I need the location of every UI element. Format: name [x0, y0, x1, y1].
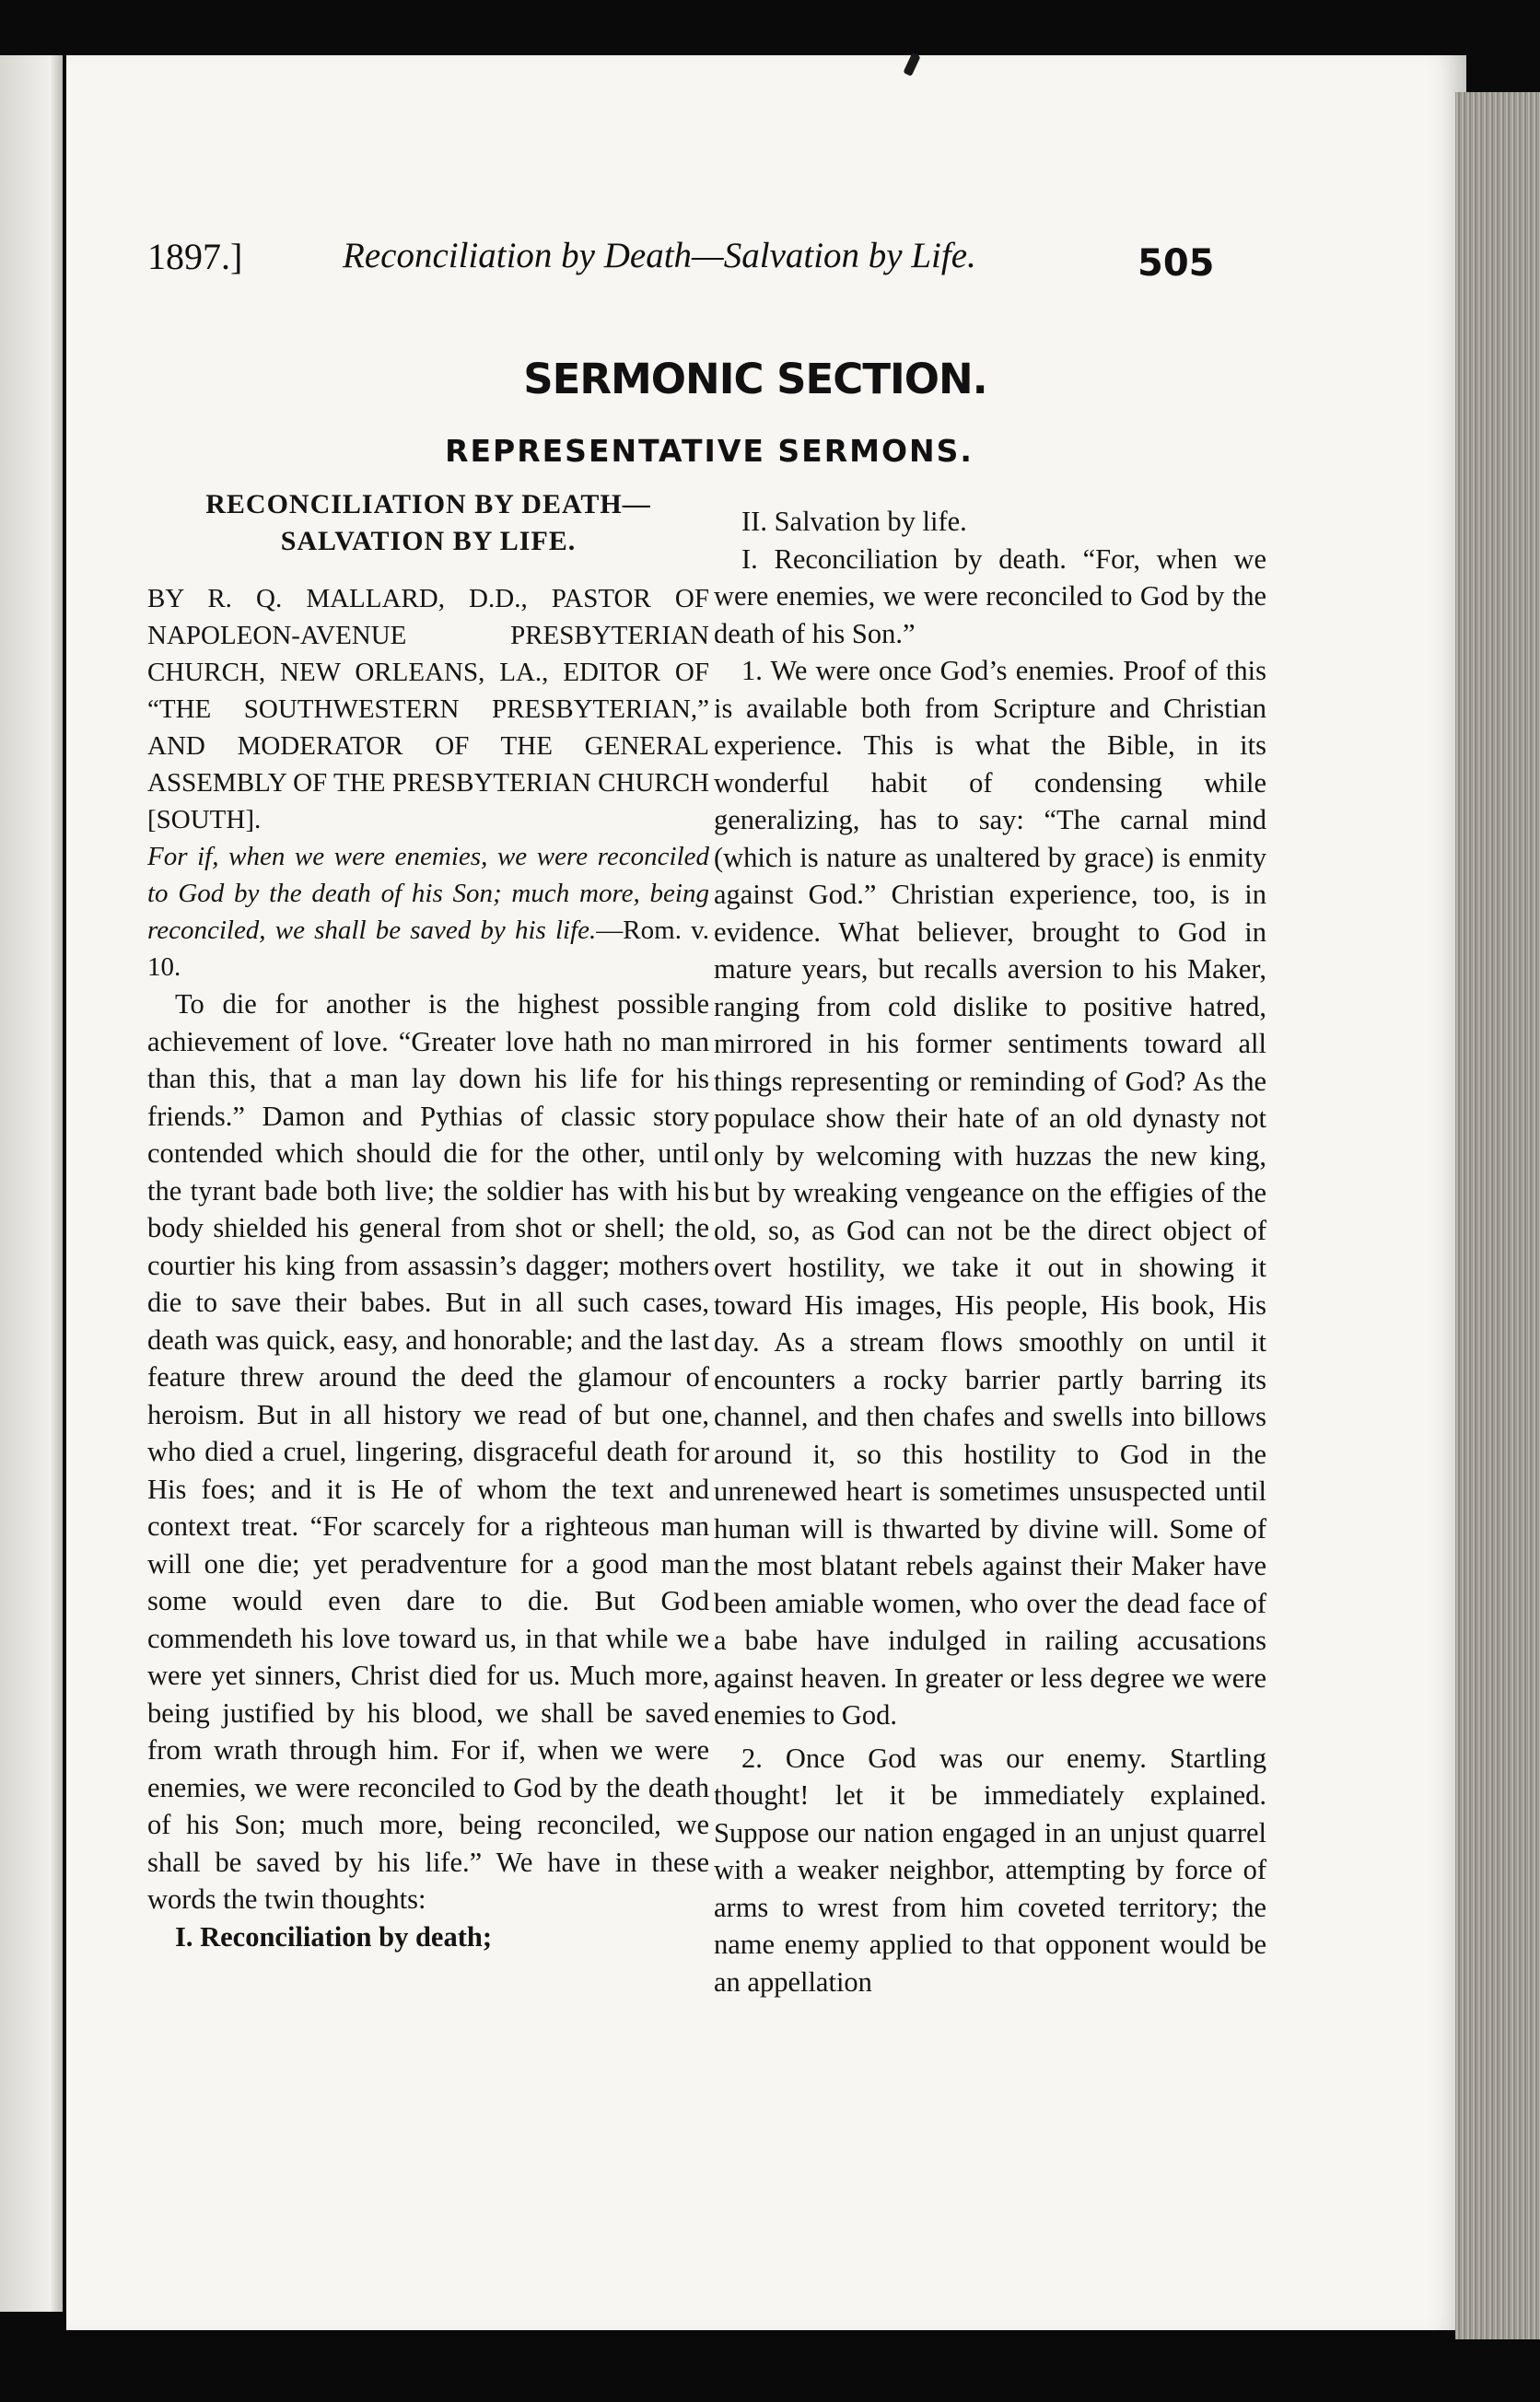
enemies-paragraph: 1. We were once God’s enemies. Proof of this is available both from Scripture and Christian experience. This is what the Bible, in its wonderful habit of condensing while generalizing, has to say: “The carnal mind (which is nature as unaltered by grace) is enmity against God.” Christian experience, too, is in evidence. What believer, brought to God in mature years, but recalls aversion to his Maker, ranging from cold dislike to positive hatred, mirrored in his former sentiments toward all things representing or reminding of God? As the populace show their hate of an old dynasty not only by welcoming with huzzas the new king, but by wreaking vengeance on the effigies of the old, so, as God can not be the direct object of overt hostility, we take it out in showing it toward His images, His people, His book, His day. As a stream flows smoothly on until it encounters a rocky barrier partly barring its channel, and then chafes and swells into billows around it, so this hostility to God in the unrenewed heart is sometimes unsuspected until human will is thwarted by divine will. Some of the most blatant rebels against their Maker have been amiable women, who over the dead face of a babe have indulged in railing accusations against heaven. In greater or less degree we were enemies to God. [714, 655, 1266, 1731]
god-enemy-paragraph: 2. Once God was our enemy. Startling thought! let it be immediately explained. Suppose our nation engaged in an unjust quarrel with a weaker neighbor, attempting by force of arms to wrest from him coveted territory; the name enemy applied to that opponent would be an appellation [714, 1742, 1266, 1998]
right-column [714, 503, 1266, 2000]
page-number: 505 [1138, 242, 1215, 285]
scripture-reference: —Rom. v. 10. [147, 915, 709, 982]
article-title-line1: RECONCILIATION BY DEATH— [205, 489, 651, 519]
header-year: 1897.] [147, 236, 243, 277]
subsection-title: REPRESENTATIVE SERMONS. [445, 433, 974, 469]
facing-page-edge [0, 55, 63, 2312]
intro-paragraph: To die for another is the highest possible achievement of love. “Greater love hath no man than this, that a man lay down his life for his friends.” Damon and Pythias of classic story contended which should die for the other, until the tyrant bade both live; the soldier has with his body shielded his general from shot or shell; the courtier his king from assassin’s dagger; mothers die to save their babes. But in all such cases, death was quick, easy, and honorable; and the last feature threw around the deed the glamour of heroism. But in all history we read of but one, who died a cruel, lingering, disgraceful death for His foes; and it is He of whom the text and context treat. “For scarcely for a righteous man will one die; yet peradventure for a good man some would even dare to die. But God commendeth his love toward us, in that while we were yet sinners, Christ died for us. Much more, being justified by his blood, we shall be saved from wrath through him. For if, when we were enemies, we were reconciled to God by the death of his Son; much more, being reconciled, we shall be saved by his life.” We have in these words the twin thoughts: [147, 988, 709, 1915]
section-title: SERMONIC SECTION. [523, 355, 987, 403]
running-title: Reconciliation by Death—Salvation by Life. [343, 236, 976, 275]
article-title-line2: SALVATION BY LIFE. [280, 526, 577, 556]
point-two-heading: II. Salvation by life. [741, 506, 967, 537]
scripture-text [147, 838, 709, 985]
left-column [147, 486, 709, 1955]
running-header [0, 235, 1540, 299]
point-one-heading: I. Reconciliation by death; [175, 1920, 492, 1953]
scripture-quote: For if, when we were enemies, we were reconciled to God by the death of his Son; much more, being reconciled, we shall be saved by his life. [147, 842, 709, 945]
page-stack-edges [1455, 92, 1540, 2339]
byline: BY R. Q. MALLARD, D.D., PASTOR OF NAPOLEON-AVENUE PRESBYTERIAN CHURCH, NEW ORLEANS, LA., EDITOR OF “THE SOUTHWESTERN PRESBYTERIAN,” AND MODERATOR OF THE GENERAL ASSEMBLY OF THE PRESBYTERIAN CHURCH [SOUTH]. [147, 584, 709, 834]
article-title [147, 486, 709, 560]
reconciliation-paragraph: I. Reconciliation by death. “For, when we were enemies, we were reconciled to God by the death of his Son.” [714, 542, 1266, 649]
